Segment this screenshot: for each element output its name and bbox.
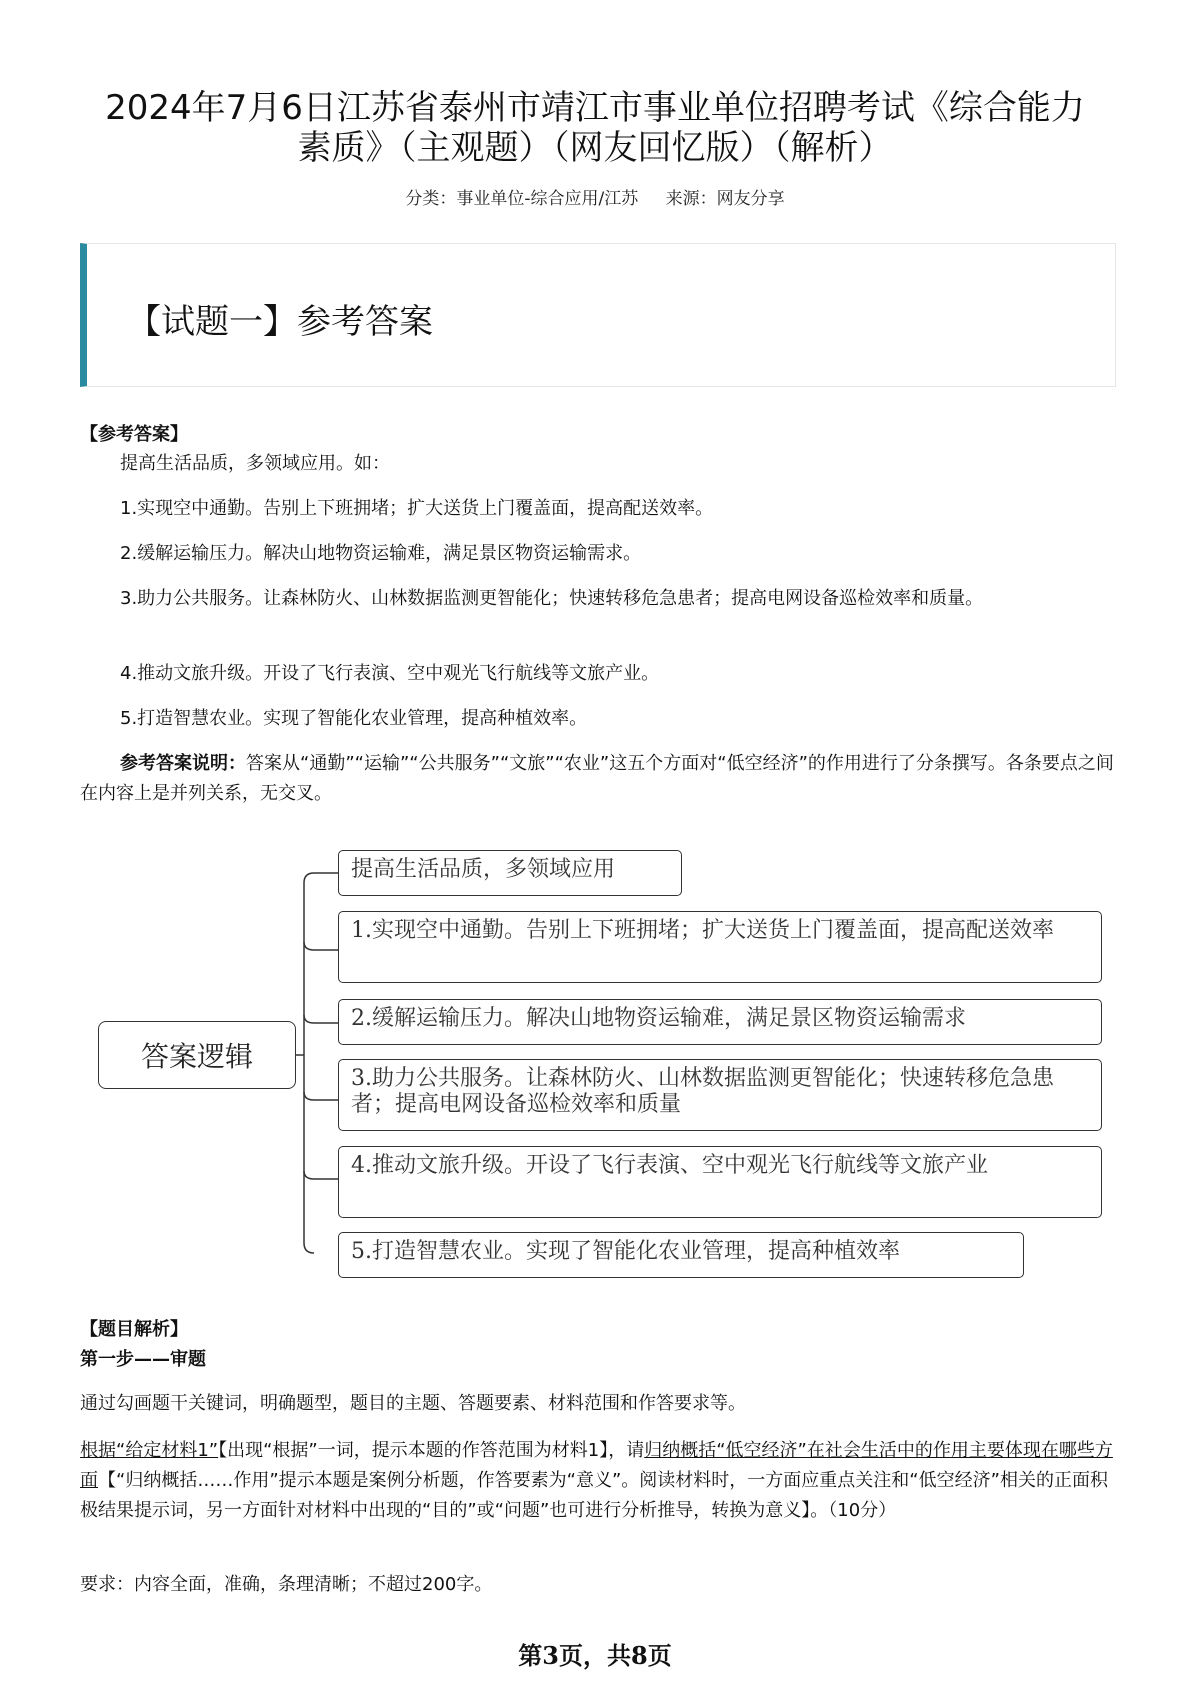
analysis-p2-explain: 【“归纳概括……作用”提示本题是案例分析题，作答要素为“意义”。阅读材料时，一方面应重点关注和“低空经济”相关的正面积极结果提示词，另一方面针对材料中出现的“目的”或“问题”也可进行分析推导，转换为意义】。（10分） (80, 1470, 1108, 1521)
connector-branch-4 (304, 1171, 338, 1179)
answer-item-2: 2.缓解运输压力。解决山地物资运输难，满足景区物资运输需求。 (120, 543, 642, 564)
answer-intro: 提高生活品质，多领域应用。如： (120, 453, 390, 474)
mindmap-node-5: 5.打造智慧农业。实现了智能化农业管理，提高种植效率 (338, 1232, 1024, 1278)
connector-branch-1 (304, 942, 338, 950)
document-title-line-2: 素质》（主观题）（网友回忆版）（解析） (297, 128, 893, 168)
mindmap-node-2: 2.缓解运输压力。解决山地物资运输难，满足景区物资运输需求 (338, 999, 1102, 1045)
analysis-paragraph-1: 通过勾画题干关键词，明确题型，题目的主题、答题要素、材料范围和作答要求等。 (80, 1393, 746, 1414)
analysis-paragraph-2 (80, 1436, 1120, 1526)
connector-branch-3 (304, 1092, 338, 1100)
analysis-p2-hint: 【出现“根据”一词，提示本题的作答范围为材料1】，请 (218, 1440, 645, 1461)
analysis-label: 【题目解析】 (80, 1319, 188, 1340)
section-heading: 【试题一】参考答案 (127, 302, 433, 342)
analysis-p2-material: 根据“给定材料1” (80, 1440, 219, 1461)
connector-branch-2 (304, 1015, 338, 1023)
source-label: 来源：网友分享 (665, 189, 785, 209)
document-title-line-1: 2024年7月6日江苏省泰州市靖江市事业单位招聘考试《综合能力 (105, 88, 1085, 128)
page-number: 第3页，共8页 (518, 1641, 672, 1670)
answer-item-1: 1.实现空中通勤。告别上下班拥堵；扩大送货上门覆盖面，提高配送效率。 (120, 498, 714, 519)
answer-item-4: 4.推动文旅升级。开设了飞行表演、空中观光飞行航线等文旅产业。 (120, 663, 660, 684)
answer-note-text: 答案从“通勤”“运输”“公共服务”“文旅”“农业”这五个方面对“低空经济”的作用进行了分条撰写。各条要点之间在内容上是并列关系，无交叉。 (80, 753, 1114, 804)
answer-item-3: 3.助力公共服务。让森林防火、山林数据监测更智能化；快速转移危急患者；提高电网设备巡检效率和质量。 (120, 588, 984, 609)
mindmap-node-0: 提高生活品质，多领域应用 (338, 850, 682, 896)
mindmap-root: 答案逻辑 (98, 1021, 296, 1089)
mindmap-node-4: 4.推动文旅升级。开设了飞行表演、空中观光飞行航线等文旅产业 (338, 1146, 1102, 1218)
analysis-p2-question: 归纳概括“低空经济”在社会生活中的作用主要体现在哪些方面 (80, 1440, 1113, 1491)
connector-trunk (296, 873, 314, 1253)
analysis-requirement: 要求：内容全面，准确，条理清晰；不超过200字。 (80, 1574, 493, 1595)
answer-note-label: 参考答案说明： (120, 753, 246, 774)
answer-label: 【参考答案】 (80, 424, 188, 445)
category-label: 分类：事业单位-综合应用/江苏 (405, 189, 639, 209)
analysis-step-1: 第一步——审题 (80, 1349, 206, 1370)
mindmap-node-1: 1.实现空中通勤。告别上下班拥堵；扩大送货上门覆盖面，提高配送效率 (338, 911, 1102, 983)
answer-item-5: 5.打造智慧农业。实现了智能化农业管理，提高种植效率。 (120, 708, 588, 729)
mindmap-node-3: 3.助力公共服务。让森林防火、山林数据监测更智能化；快速转移危急患者；提高电网设备巡检效率和质量 (338, 1059, 1102, 1131)
